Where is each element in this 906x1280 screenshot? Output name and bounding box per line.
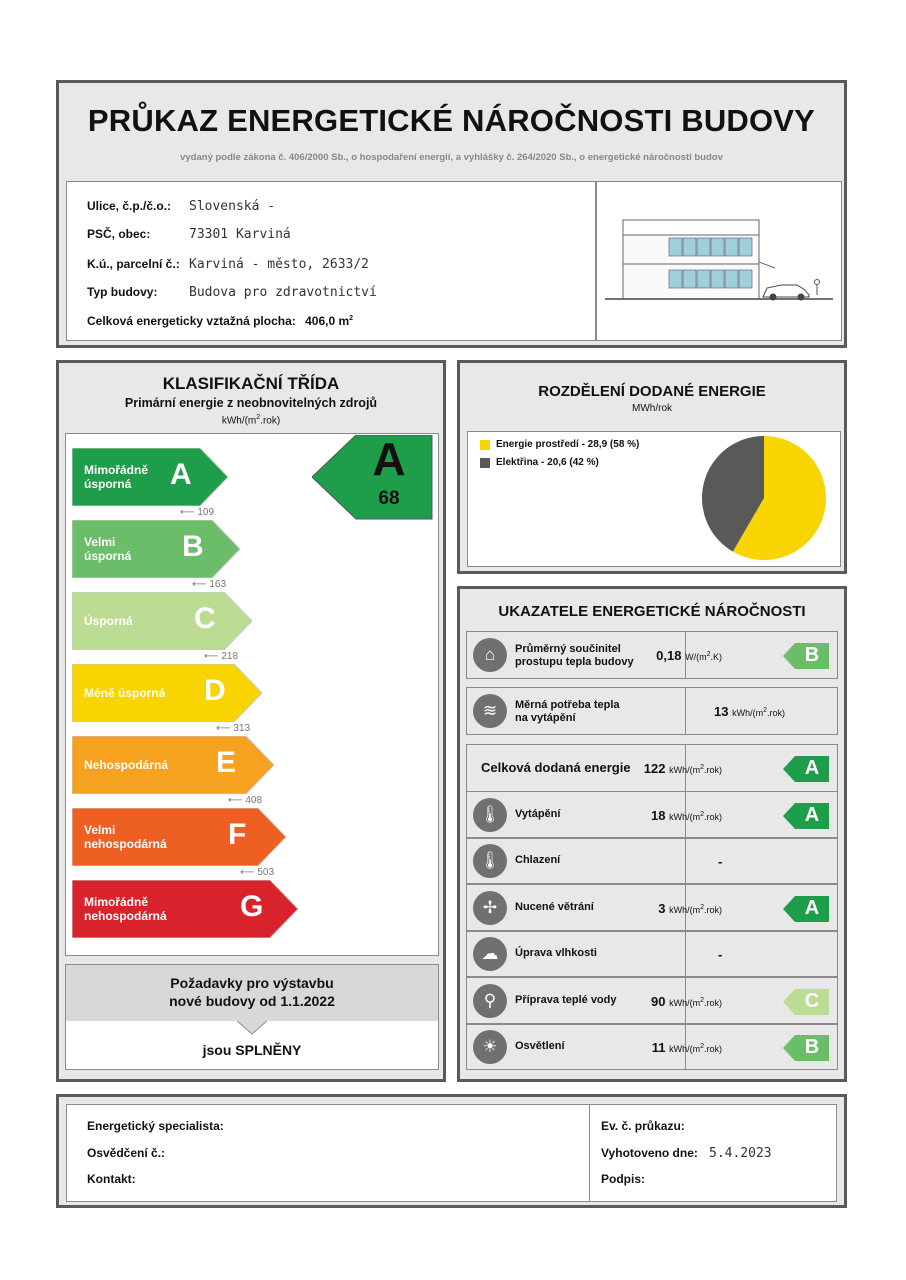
legend-swatch-electricity xyxy=(480,458,490,468)
area-value: 406,0 m xyxy=(305,314,350,328)
area-row xyxy=(87,314,353,328)
humidity-cloud-icon: ☁ xyxy=(473,937,507,971)
indicator-row xyxy=(466,977,838,1024)
header-panel xyxy=(56,80,847,348)
cadastre-label: K.ú., parcelní č.: xyxy=(87,257,180,271)
specialist-label: Energetický specialista: xyxy=(87,1119,224,1133)
class-letter: D xyxy=(204,674,226,707)
class-arrow-e xyxy=(72,736,274,794)
indicator-value: 18 kWh/$(m^2.rok)$ xyxy=(651,807,722,823)
type-label: Typ budovy: xyxy=(87,285,158,299)
lightbulb-icon: ☀ xyxy=(473,1030,507,1064)
class-letter: A xyxy=(170,458,192,491)
faucet-icon: ⚲ xyxy=(473,984,507,1018)
indicator-value: 3 kWh/$(m^2.rok)$ xyxy=(658,900,722,916)
building-image-box xyxy=(596,181,842,341)
indicator-label: Měrná potřeba tepla na vytápění xyxy=(515,699,620,724)
footer-box xyxy=(66,1104,837,1202)
distribution-panel xyxy=(457,360,847,574)
indicator-class-letter: A xyxy=(804,757,820,779)
class-threshold: ⟵ 163 xyxy=(192,579,227,591)
indicator-class-letter: C xyxy=(804,989,820,1012)
requirements-line-2: nové budovy od 1.1.2022 xyxy=(169,993,335,1009)
indicator-row xyxy=(466,931,838,977)
legend-swatch-environment xyxy=(480,440,490,450)
indicator-label: Průměrný součinitel prostupu tepla budovy xyxy=(515,643,634,668)
house-icon: ⌂ xyxy=(473,638,507,672)
indicator-value: 13 kWh/$(m^2.rok)$ xyxy=(714,704,785,719)
page-title: PRŮKAZ ENERGETICKÉ NÁROČNOSTI BUDOVY xyxy=(87,103,816,138)
indicator-value: - xyxy=(718,947,723,962)
class-label-line1: Velmi xyxy=(84,823,116,837)
certificate-label: Osvědčení č.: xyxy=(87,1146,166,1160)
page-subtitle: vydaný podle zákona č. 406/2000 Sb., o hospodaření energií, a vyhlášky č. 264/2020 Sb., o energetické náročnosti budov xyxy=(180,152,723,163)
distribution-title: ROZDĚLENÍ DODANÉ ENERGIE xyxy=(538,383,766,400)
requirements-line-1: Požadavky pro výstavbu xyxy=(170,975,334,991)
distribution-chart-box xyxy=(467,431,841,567)
issued-label: Vyhotoveno dne: xyxy=(601,1146,698,1160)
class-label xyxy=(84,614,133,628)
result-class-value: 68 xyxy=(378,488,400,509)
indicator-class-letter: B xyxy=(804,1036,820,1058)
building-info-box xyxy=(66,181,596,341)
class-letter: E xyxy=(216,746,237,779)
indicator-row xyxy=(466,791,838,838)
issued-value: 5.4.2023 xyxy=(709,1146,772,1161)
class-threshold: ⟵ 313 xyxy=(216,723,251,735)
indicator-value: 90 kWh/$(m^2.rok)$ xyxy=(651,993,722,1009)
class-arrow-a xyxy=(72,448,228,506)
class-arrow-f xyxy=(72,808,286,866)
area-label: Celková energeticky vztažná plocha: xyxy=(87,314,296,328)
class-label xyxy=(84,535,131,563)
indicator-class-badge xyxy=(783,989,829,1015)
class-label-line1: Nehospodárná xyxy=(84,758,169,772)
indicator-label: Úprava vlhkosti xyxy=(515,947,597,959)
indicator-label: Celková dodaná energie xyxy=(481,760,631,775)
energy-pie-chart xyxy=(700,434,830,564)
indicator-class-letter: A xyxy=(804,896,820,919)
class-label xyxy=(84,895,167,923)
class-label-line2: nehospodárná xyxy=(84,837,167,851)
indicator-label: Příprava teplé vody xyxy=(515,993,617,1006)
indicator-value: 122 kWh/$(m^2.rok)$ xyxy=(643,761,722,776)
result-class-letter: A xyxy=(372,433,406,485)
indicator-class-badge xyxy=(783,896,829,922)
indicator-row xyxy=(466,1024,838,1070)
class-letter: B xyxy=(182,530,204,563)
heat-waves-icon: ≋ xyxy=(473,694,507,728)
thermometer-plus-icon: 🌡 xyxy=(473,798,507,832)
indicator-row xyxy=(466,884,838,931)
area-unit-sup: 2 xyxy=(349,315,354,322)
signature-label: Podpis: xyxy=(601,1172,645,1186)
indicator-row xyxy=(466,687,838,735)
indicator-row xyxy=(466,631,838,679)
indicator-row xyxy=(466,744,838,792)
class-label xyxy=(84,758,168,772)
class-arrow-d xyxy=(72,664,262,722)
indicator-label: Vytápění xyxy=(515,807,561,820)
distribution-unit: MWh/rok xyxy=(632,403,672,414)
class-threshold: ⟵ 503 xyxy=(240,867,275,879)
cadastre-value: Karviná - město, 2633/2 xyxy=(189,257,370,272)
footer-divider xyxy=(589,1105,590,1201)
class-label-line1: Mimořádně xyxy=(84,463,149,477)
class-label-line1: Mimořádně xyxy=(84,895,149,909)
class-label-line1: Úsporná xyxy=(84,614,133,628)
indicator-value: - xyxy=(718,854,723,869)
legend-item-electricity: Elektřina - 20,6 (42 %) xyxy=(480,457,599,468)
class-letter: C xyxy=(194,602,216,635)
ev-number-label: Ev. č. průkazu: xyxy=(601,1119,685,1133)
indicator-label: Osvětlení xyxy=(515,1040,565,1052)
indicator-class-letter: B xyxy=(804,644,820,666)
classification-unit: kWh/$(m^2.rok)$ xyxy=(221,414,281,427)
type-value: Budova pro zdravotnictví xyxy=(189,285,377,300)
requirements-result: jsou SPLNĚNY xyxy=(202,1042,302,1058)
indicator-value: 0,18 $W/(m^2.K)$ xyxy=(656,648,722,663)
class-arrow-b xyxy=(72,520,240,578)
class-label-line2: úsporná xyxy=(84,549,132,563)
fan-icon: ✢ xyxy=(473,891,507,925)
thermometer-minus-icon: 🌡 xyxy=(473,844,507,878)
class-label xyxy=(84,686,165,700)
indicator-row xyxy=(466,838,838,884)
class-label xyxy=(84,463,148,491)
classification-subtitle: Primární energie z neobnovitelných zdrojů xyxy=(124,396,378,410)
class-arrow-c xyxy=(72,592,252,650)
requirements-pointer xyxy=(236,1020,268,1036)
indicator-value: 11 kWh/$(m^2.rok)$ xyxy=(651,1040,722,1055)
contact-label: Kontakt: xyxy=(87,1172,136,1186)
class-label xyxy=(84,823,167,851)
class-threshold: ⟵ 408 xyxy=(228,795,263,807)
class-label-line2: nehospodárná xyxy=(84,909,167,923)
class-arrow-g xyxy=(72,880,298,938)
indicator-label: Nucené větrání xyxy=(515,900,594,913)
zip-value: 73301 Karviná xyxy=(189,227,291,242)
class-label-line1: Méně úsporná xyxy=(84,686,166,700)
requirements-box xyxy=(65,964,439,1070)
street-value: Slovenská - xyxy=(189,199,276,214)
zip-label: PSČ, obec: xyxy=(87,227,151,241)
class-threshold: ⟵ 109 xyxy=(180,507,215,519)
indicator-class-letter: A xyxy=(804,803,820,826)
street-label: Ulice, č.p./č.o.: xyxy=(87,199,172,213)
indicator-class-badge xyxy=(783,643,829,669)
indicator-class-badge xyxy=(783,756,829,782)
class-label-line1: Velmi xyxy=(84,535,116,549)
indicator-label: Chlazení xyxy=(515,854,561,866)
indicator-class-badge xyxy=(783,803,829,829)
indicators-title: UKAZATELE ENERGETICKÉ NÁROČNOSTI xyxy=(498,603,806,620)
indicator-class-badge xyxy=(783,1035,829,1061)
class-letter: G xyxy=(240,890,264,923)
footer-panel xyxy=(56,1094,847,1208)
class-letter: F xyxy=(228,818,247,851)
class-label-line2: úsporná xyxy=(84,477,132,491)
building-elevation-drawing xyxy=(597,182,841,340)
classification-title: KLASIFIKAČNÍ TŘÍDA xyxy=(162,374,340,393)
class-threshold: ⟵ 218 xyxy=(204,651,239,663)
legend-item-environment: Energie prostředí - 28,9 (58 %) xyxy=(480,439,639,450)
